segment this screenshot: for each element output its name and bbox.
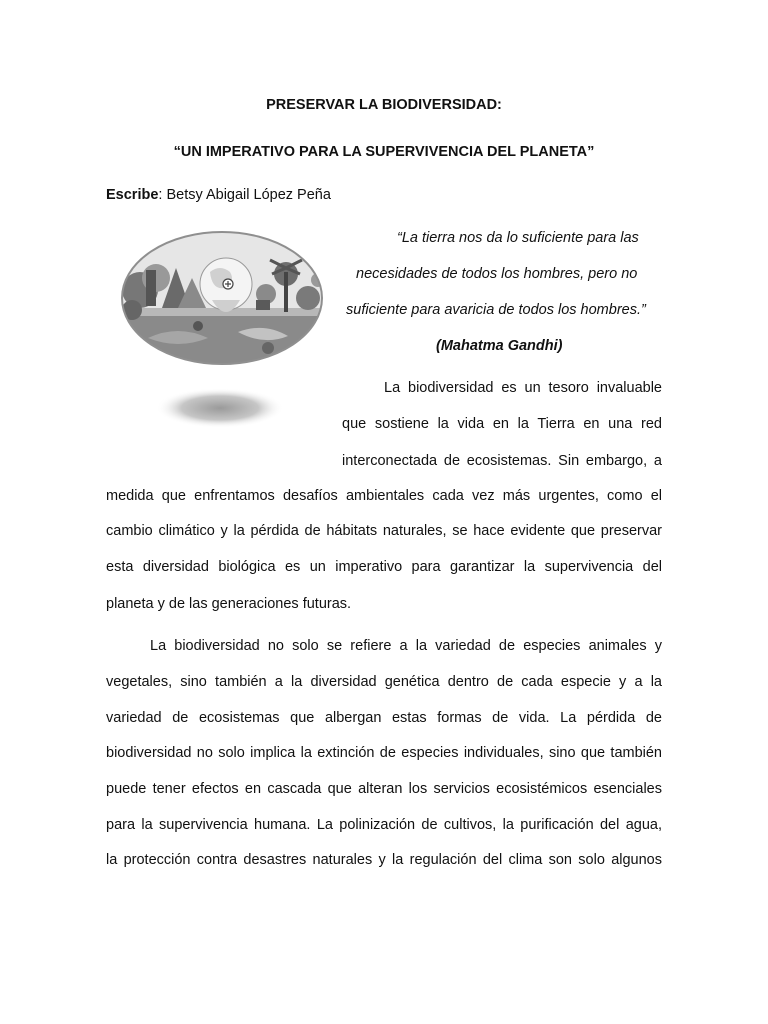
quote-line: necesidades de todos los hombres, pero no bbox=[356, 266, 638, 282]
paragraph-line: medida que enfrentamos desafíos ambientales cada vez más urgentes, como el bbox=[106, 488, 662, 504]
paragraph-line: cambio climático y la pérdida de hábitats naturales, se hace evidente que preservar bbox=[106, 523, 662, 539]
paragraph-line: biodiversidad no solo implica la extinción de especies individuales, sino que también bbox=[106, 745, 662, 761]
paragraph-line: planeta y de las generaciones futuras. bbox=[106, 596, 352, 612]
paragraph-line: variedad de ecosistemas que albergan estas formas de vida. La pérdida de bbox=[106, 710, 662, 726]
paragraph-line: puede tener efectos en cascada que alteran los servicios ecosistémicos esenciales bbox=[106, 781, 662, 797]
paragraph-line: La biodiversidad no solo se refiere a la variedad de especies animales y bbox=[150, 638, 662, 654]
quote-line: “La tierra nos da lo suficiente para las bbox=[397, 230, 639, 246]
paragraph-line: que sostiene la vida en la Tierra en una red bbox=[342, 416, 662, 432]
paragraph-line: vegetales, sino también a la diversidad genética dentro de cada especie y a la bbox=[106, 674, 662, 690]
quote-line: suficiente para avaricia de todos los hombres.” bbox=[346, 302, 646, 318]
author-label: Escribe bbox=[106, 187, 159, 203]
document-subtitle: “UN IMPERATIVO PARA LA SUPERVIVENCIA DEL PLANETA” bbox=[173, 144, 595, 160]
drop-shadow bbox=[156, 388, 284, 428]
author-line bbox=[106, 186, 331, 204]
document-title: PRESERVAR LA BIODIVERSIDAD: bbox=[266, 97, 502, 113]
author-name: : Betsy Abigail López Peña bbox=[158, 187, 331, 203]
paragraph-line: para la supervivencia humana. La polinización de cultivos, la purificación del agua, bbox=[106, 817, 662, 833]
quote-author: (Mahatma Gandhi) bbox=[436, 338, 563, 354]
paragraph-line: interconectada de ecosistemas. Sin embargo, a bbox=[342, 453, 662, 469]
paragraph-line: La biodiversidad es un tesoro invaluable bbox=[384, 380, 662, 396]
paragraph-line: esta diversidad biológica es un imperativo para garantizar la supervivencia del bbox=[106, 559, 662, 575]
biodiversity-illustration bbox=[118, 228, 334, 434]
paragraph-line: la protección contra desastres naturales y la regulación del clima son solo algunos bbox=[106, 852, 662, 868]
